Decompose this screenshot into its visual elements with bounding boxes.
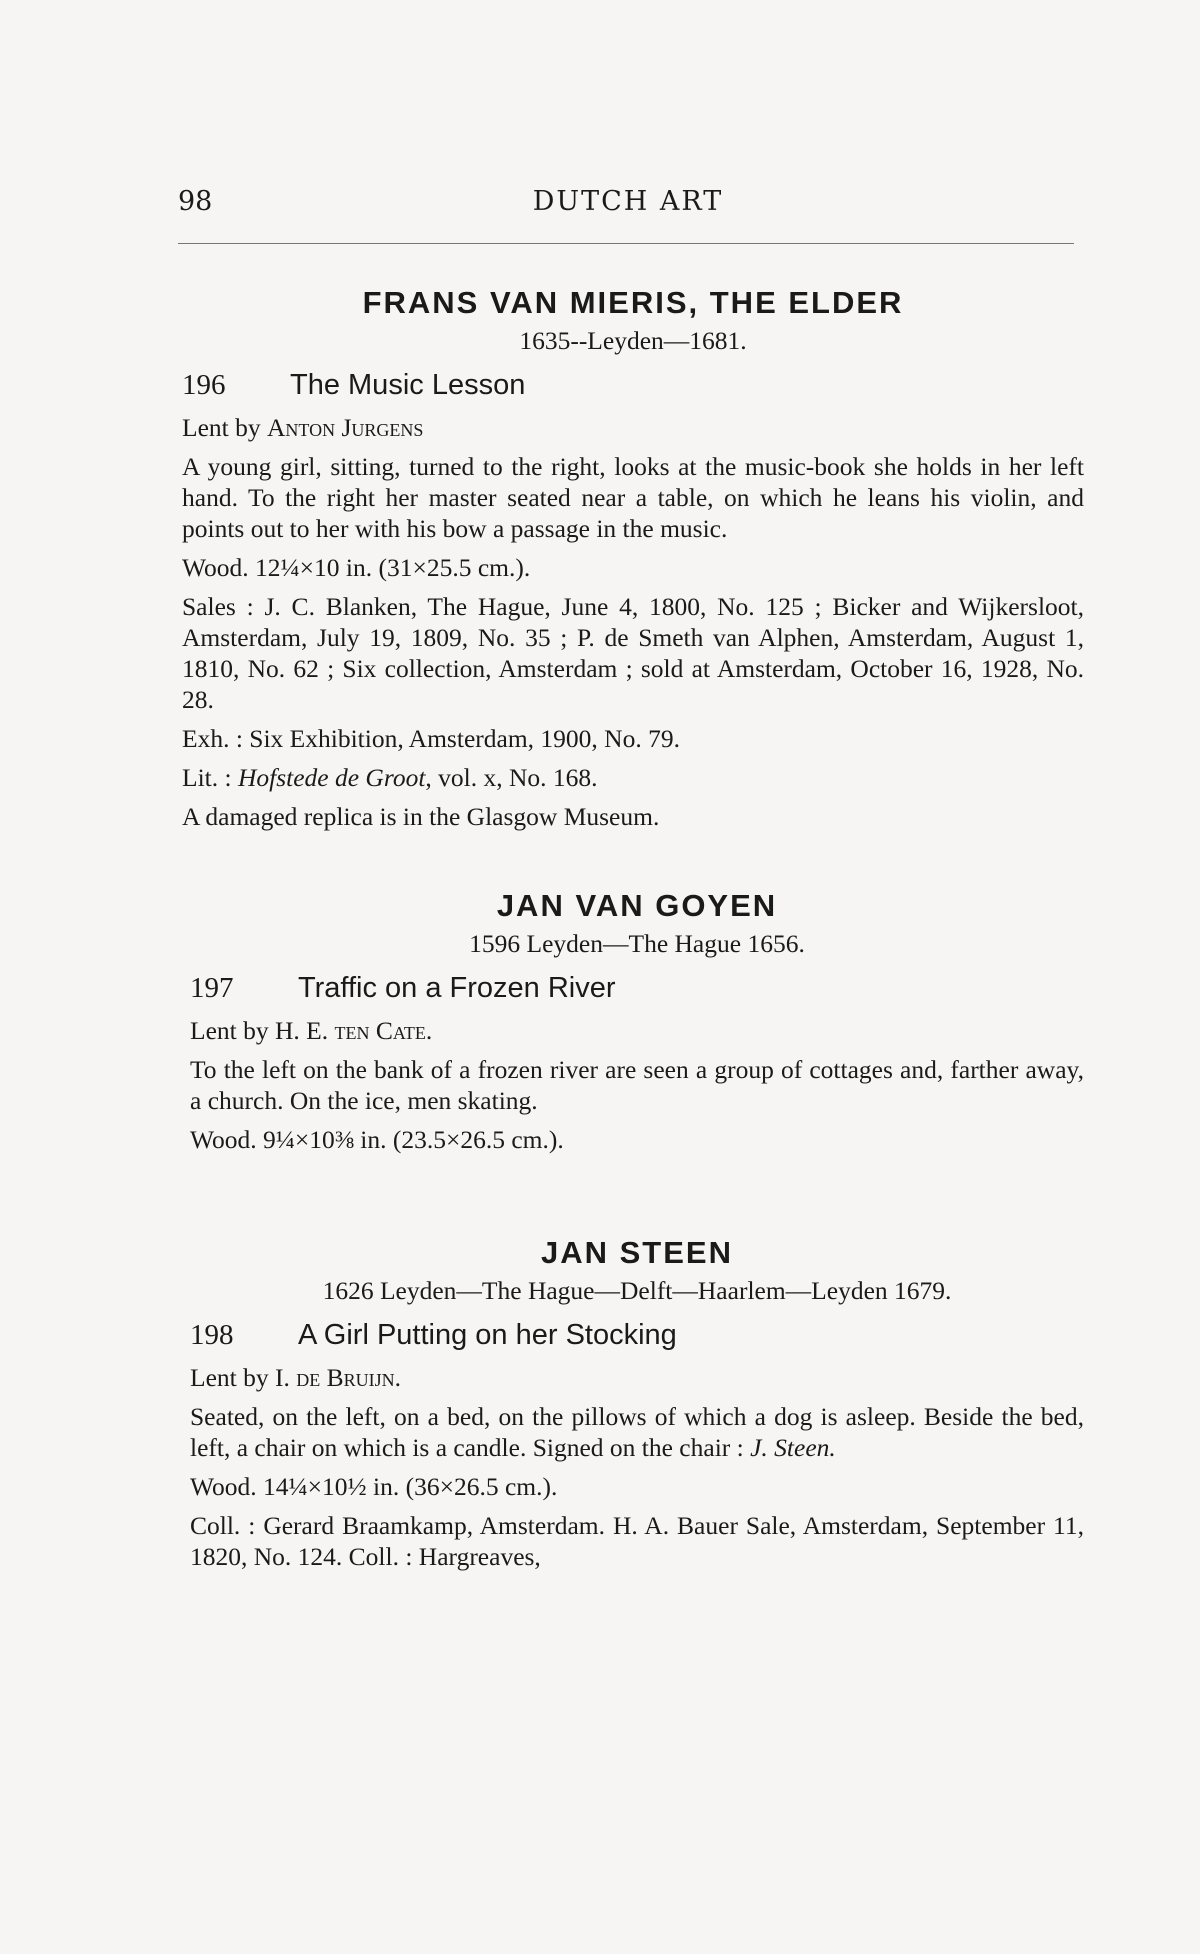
- entry-medium: Wood. 9¼×10⅜ in. (23.5×26.5 cm.).: [190, 1125, 564, 1154]
- lender-name: I. de Bruijn.: [274, 1363, 401, 1392]
- catalogue-content: [182, 283, 1084, 1580]
- entry-medium: Wood. 14¼×10½ in. (36×26.5 cm.).: [190, 1472, 558, 1501]
- running-title: DUTCH ART: [532, 186, 724, 217]
- entry-title: The Music Lesson: [290, 369, 526, 401]
- lent-prefix: Lent by: [182, 413, 267, 442]
- artist-name: JAN STEEN: [541, 1235, 733, 1270]
- artist-section-van-mieris: [182, 283, 1084, 832]
- lender-line: [182, 412, 1084, 443]
- description-text: Seated, on the left, on a bed, on the pillows of which a dog is asleep. Beside the bed, left, a chair on which is a candle. Signed on the chair :: [190, 1402, 1084, 1462]
- entry-heading: [190, 1316, 1084, 1354]
- artist-dates: 1596 Leyden—The Hague 1656.: [469, 929, 805, 958]
- header-rule: [178, 243, 1074, 244]
- page-number: 98: [178, 186, 213, 217]
- entry-heading: [182, 366, 1084, 404]
- signature: J. Steen.: [750, 1433, 836, 1462]
- entry-note: A damaged replica is in the Glasgow Museum.: [182, 802, 660, 831]
- entry-exhibition: Exh. : Six Exhibition, Amsterdam, 1900, No. 79.: [182, 724, 680, 753]
- artist-section-van-goyen: [190, 886, 1084, 1155]
- entry-title: A Girl Putting on her Stocking: [298, 1319, 677, 1351]
- artist-name: FRANS VAN MIERIS, THE ELDER: [362, 285, 904, 320]
- artist-dates: 1635--Leyden—1681.: [519, 326, 747, 355]
- lender-name: Anton Jurgens: [266, 413, 424, 442]
- section-spacer: [182, 840, 1084, 886]
- artist-name: JAN VAN GOYEN: [496, 888, 778, 923]
- lender-line: [190, 1362, 1084, 1393]
- lit-rest: , vol. x, No. 168.: [425, 763, 598, 792]
- lent-prefix: Lent by: [190, 1363, 275, 1392]
- entry-number: 196: [182, 369, 226, 401]
- entry-description: [190, 1401, 1084, 1463]
- entry-title: Traffic on a Frozen River: [298, 972, 616, 1004]
- lit-author: Hofstede de Groot: [237, 763, 426, 792]
- entry-number: 198: [190, 1319, 234, 1351]
- page-header: [178, 186, 1078, 226]
- entry-number: 197: [190, 972, 234, 1004]
- entry-medium: Wood. 12¼×10 in. (31×25.5 cm.).: [182, 553, 531, 582]
- entry-sales: Sales : J. C. Blanken, The Hague, June 4, 1800, No. 125 ; Bicker and Wijkersloot, Amsterdam, July 19, 1809, No. 35 ; P. de Smeth van Alphen, Amsterdam, August 1, 1810, No. 62 ; Six collection, Amsterdam ; sold at Amsterdam, October 16, 1928, No. 28.: [182, 592, 1084, 714]
- entry-collection: Coll. : Gerard Braamkamp, Amsterdam. H. A. Bauer Sale, Amsterdam, September 11, 1820, No. 124. Coll. : Hargreaves,: [190, 1511, 1084, 1571]
- section-spacer: [182, 1163, 1084, 1233]
- lender-name: H. E. ten Cate.: [274, 1016, 433, 1045]
- entry-heading: [190, 969, 1084, 1007]
- entry-description: A young girl, sitting, turned to the right, looks at the music-book she holds in her left hand. To the right her master seated near a table, on which he leans his violin, and points out to her with his bow a passage in the music.: [182, 452, 1084, 543]
- entry-literature: [182, 762, 1084, 793]
- lit-prefix: Lit. :: [182, 763, 238, 792]
- artist-dates: 1626 Leyden—The Hague—Delft—Haarlem—Leyden 1679.: [322, 1276, 952, 1305]
- entry-description: To the left on the bank of a frozen river are seen a group of cottages and, farther away, a church. On the ice, men skating.: [190, 1055, 1084, 1115]
- lent-prefix: Lent by: [190, 1016, 275, 1045]
- artist-section-steen: [190, 1233, 1084, 1572]
- lender-line: [190, 1015, 1084, 1046]
